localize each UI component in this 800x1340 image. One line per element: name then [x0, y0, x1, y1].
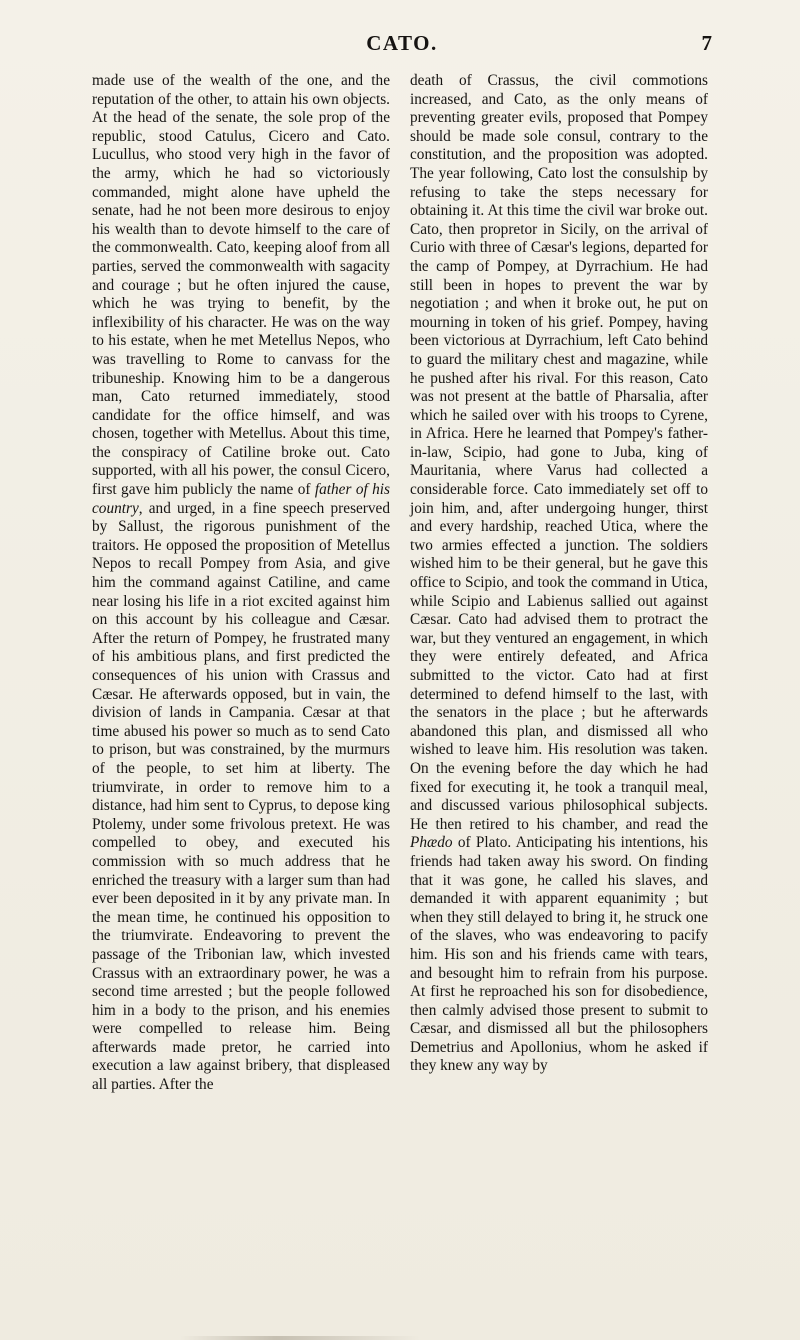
right-column: [410, 72, 708, 1076]
right-italic-title: Phædo: [410, 834, 453, 852]
left-column-paragraph: [92, 72, 390, 1095]
right-text-part-1: death of Crassus, the civil commotions increased, and Cato, as the only means of preventing greater evils, proposed that Pompey should be made sole consul, contrary to the constitution, and the proposition was adopted. The year following, Cato lost the consulship by refusing to take the steps necessary for obtaining it. At this time the civil war broke out. Cato, then propretor in Sicily, on the arrival of Curio with three of Cæsar's legions, departed for the camp of Pompey, at Dyrrachium. He had still been in hopes to prevent the war by negotiation ; and when it broke out, he put on mourning in token of his grief. Pompey, having been victorious at Dyrrachium, left Cato behind to guard the military chest and magazine, while he pushed after his rival. For this reason, Cato was not present at the battle of Pharsalia, after which he sailed over with his troops to Cyrene, in Africa. Here he learned that Pompey's father-in-law, Scipio, had gone to Juba, king of Mauritania, where Varus had collected a considerable force. Cato immediately set off to join him, and, after undergoing hunger, thirst and every hardship, reached Utica, where the two armies effected a junction. The soldiers wished him to be their general, but he gave this office to Scipio, and took the command in Utica, while Scipio and Labienus sallied out against Cæsar. Cato had advised them to protract the war, but they ventured an engagement, in which they were entirely defeated, and Africa submitted to the victor. Cato had at first determined to defend himself to the last, with the senators in the place ; but he afterwards abandoned this plan, and dismissed all who wished to leave him. His resolution was taken. On the evening before the day which he had fixed for executing it, he took a tranquil meal, and discussed various philosophical subjects. He then retired to his chamber, and read the: [410, 72, 708, 833]
text-columns: [92, 72, 712, 1272]
left-column: [92, 72, 390, 1095]
running-head: [92, 30, 712, 56]
left-italic-phrase: father of his country: [92, 481, 391, 517]
right-column-paragraph: [410, 72, 708, 1076]
left-text-part-2: , and urged, in a fine speech preserved by Sallust, the rigorous punishment of the traitors. He opposed the proposition of Metellus Nepos to recall Pompey from Asia, and give him the command against Catiline, and came near losing his life in a riot excited against him on this account by his colleague and Cæsar. After the return of Pompey, he frustrated many of his ambitious plans, and first predicted the consequences of his union with Crassus and Cæsar. He afterwards opposed, but in vain, the division of lands in Campania. Cæsar at that time abused his power so much as to send Cato to prison, but was constrained, by the murmurs of the people, to set him at liberty. The triumvirate, in order to remove him to a distance, had him sent to Cyprus, to depose king Ptolemy, under some frivolous pretext. He was compelled to obey, and executed his commission with so much address that he enriched the treasury with a larger sum than had ever been deposited in it by any private man. In the mean time, he continued his opposition to the triumvirate. Endeavoring to prevent the passage of the Tribonian law, which invested Crassus with an extraordinary power, he was a second time arrested ; but the people followed him in a body to the prison, and his enemies were compelled to release him. Being afterwards made pretor, he carried into execution a law against bribery, that displeased all parties. After the: [92, 499, 390, 1094]
running-title: CATO.: [366, 31, 438, 55]
page-number: 7: [701, 31, 712, 55]
bottom-edge-mark: [180, 1336, 420, 1340]
left-text-part-1: made use of the wealth of the one, and the reputation of the other, to attain his own objects. At the head of the senate, the sole prop of the republic, stood Catulus, Cicero and Cato. Lucullus, who stood very high in the favor of the army, which he had so victoriously commanded, might alone have upheld the senate, had he not been more desirous to enjoy his wealth than to devote himself to the care of the commonwealth. Cato, keeping aloof from all parties, served the commonwealth with sagacity and courage ; but he often injured the cause, which he was trying to benefit, by the inflexibility of his character. He was on the way to his estate, when he met Metellus Nepos, who was travelling to Rome to canvass for the tribuneship. Knowing him to be a dangerous man, Cato returned immediately, stood candidate for the office himself, and was chosen, together with Metellus. About this time, the conspiracy of Catiline broke out. Cato supported, with all his power, the consul Cicero, first gave him publicly the name of: [92, 72, 390, 499]
right-text-part-2: of Plato. Anticipating his intentions, his friends had taken away his sword. On finding that it was gone, he called his slaves, and demanded it with apparent equanimity ; but when they still delayed to bring it, he struck one of the slaves, who was endeavoring to pacify him. His son and his friends came with tears, and besought him to refrain from his purpose. At first he reproached his son for disobedience, then calmly advised those present to submit to Cæsar, and dismissed all but the philosophers Demetrius and Apollonius, whom he asked if they knew any way by: [410, 834, 708, 1075]
